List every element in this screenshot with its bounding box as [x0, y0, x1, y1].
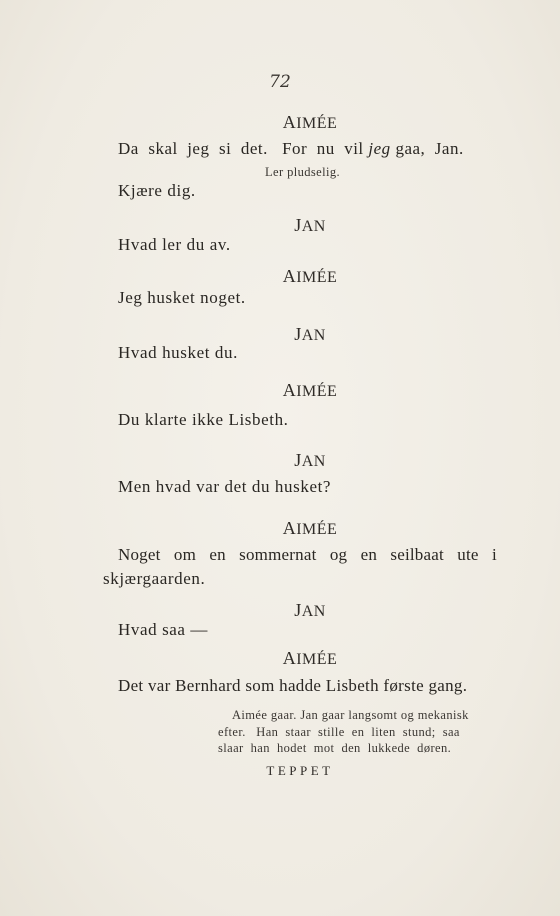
speaker-initial: J: [294, 215, 302, 235]
stage-direction-line: slaar han hodet mot den lukkede døren.: [218, 741, 452, 755]
speaker-initial: A: [282, 518, 297, 538]
speaker-rest: IMÉE: [296, 269, 338, 286]
speaker-initial: J: [294, 324, 302, 344]
dialogue-line: Du klarte ikke Lisbeth.: [118, 410, 289, 429]
speaker-initial: A: [282, 648, 297, 668]
speaker-rest: AN: [301, 327, 326, 344]
speaker-rest: AN: [301, 603, 326, 620]
speaker-jan: [0, 215, 560, 236]
speaker-rest: IMÉE: [296, 651, 338, 668]
curtain-end: TEPPET: [266, 763, 334, 778]
dialogue-line: Kjære dig.: [118, 181, 196, 200]
dialogue-line: [118, 139, 464, 159]
dialogue-text: Da skal jeg si det. For nu vil: [118, 139, 369, 158]
speaker-aimee: [0, 266, 560, 287]
speaker-jan: [0, 600, 560, 621]
speaker-rest: IMÉE: [296, 115, 338, 132]
speaker-aimee: [0, 380, 560, 401]
speaker-initial: A: [282, 380, 297, 400]
dialogue-text: gaa, Jan.: [390, 139, 464, 158]
dialogue-emphasis: jeg: [368, 139, 391, 158]
speaker-rest: AN: [301, 218, 326, 235]
dialogue-line: Hvad husket du.: [118, 343, 238, 362]
speaker-rest: IMÉE: [296, 383, 338, 400]
speaker-rest: AN: [301, 453, 326, 470]
speaker-initial: A: [282, 112, 297, 132]
dialogue-line: skjærgaarden.: [103, 569, 206, 588]
speaker-jan: [0, 450, 560, 471]
stage-direction-line: Aimée gaar. Jan gaar langsomt og mekanisk: [232, 708, 469, 722]
dialogue-line: Hvad ler du av.: [118, 235, 231, 254]
speaker-initial: J: [294, 450, 302, 470]
page-number: 72: [269, 72, 291, 92]
speaker-initial: A: [282, 266, 297, 286]
speaker-aimee: [0, 648, 560, 669]
speaker-rest: IMÉE: [296, 521, 338, 538]
dialogue-line: Men hvad var det du husket?: [118, 477, 332, 496]
speaker-aimee: [0, 112, 560, 133]
dialogue-line: Jeg husket noget.: [118, 288, 246, 307]
speaker-aimee: [0, 518, 560, 539]
stage-direction-line: efter. Han staar stille en liten stund; saa: [218, 725, 460, 739]
speaker-initial: J: [294, 600, 302, 620]
stage-direction: Ler pludselig.: [265, 165, 341, 179]
dialogue-line: Noget om en sommernat og en seilbaat ute i: [118, 545, 497, 564]
dialogue-line: Det var Bernhard som hadde Lisbeth første gang.: [118, 676, 468, 695]
dialogue-line: Hvad saa —: [118, 620, 209, 639]
speaker-jan: [0, 324, 560, 345]
